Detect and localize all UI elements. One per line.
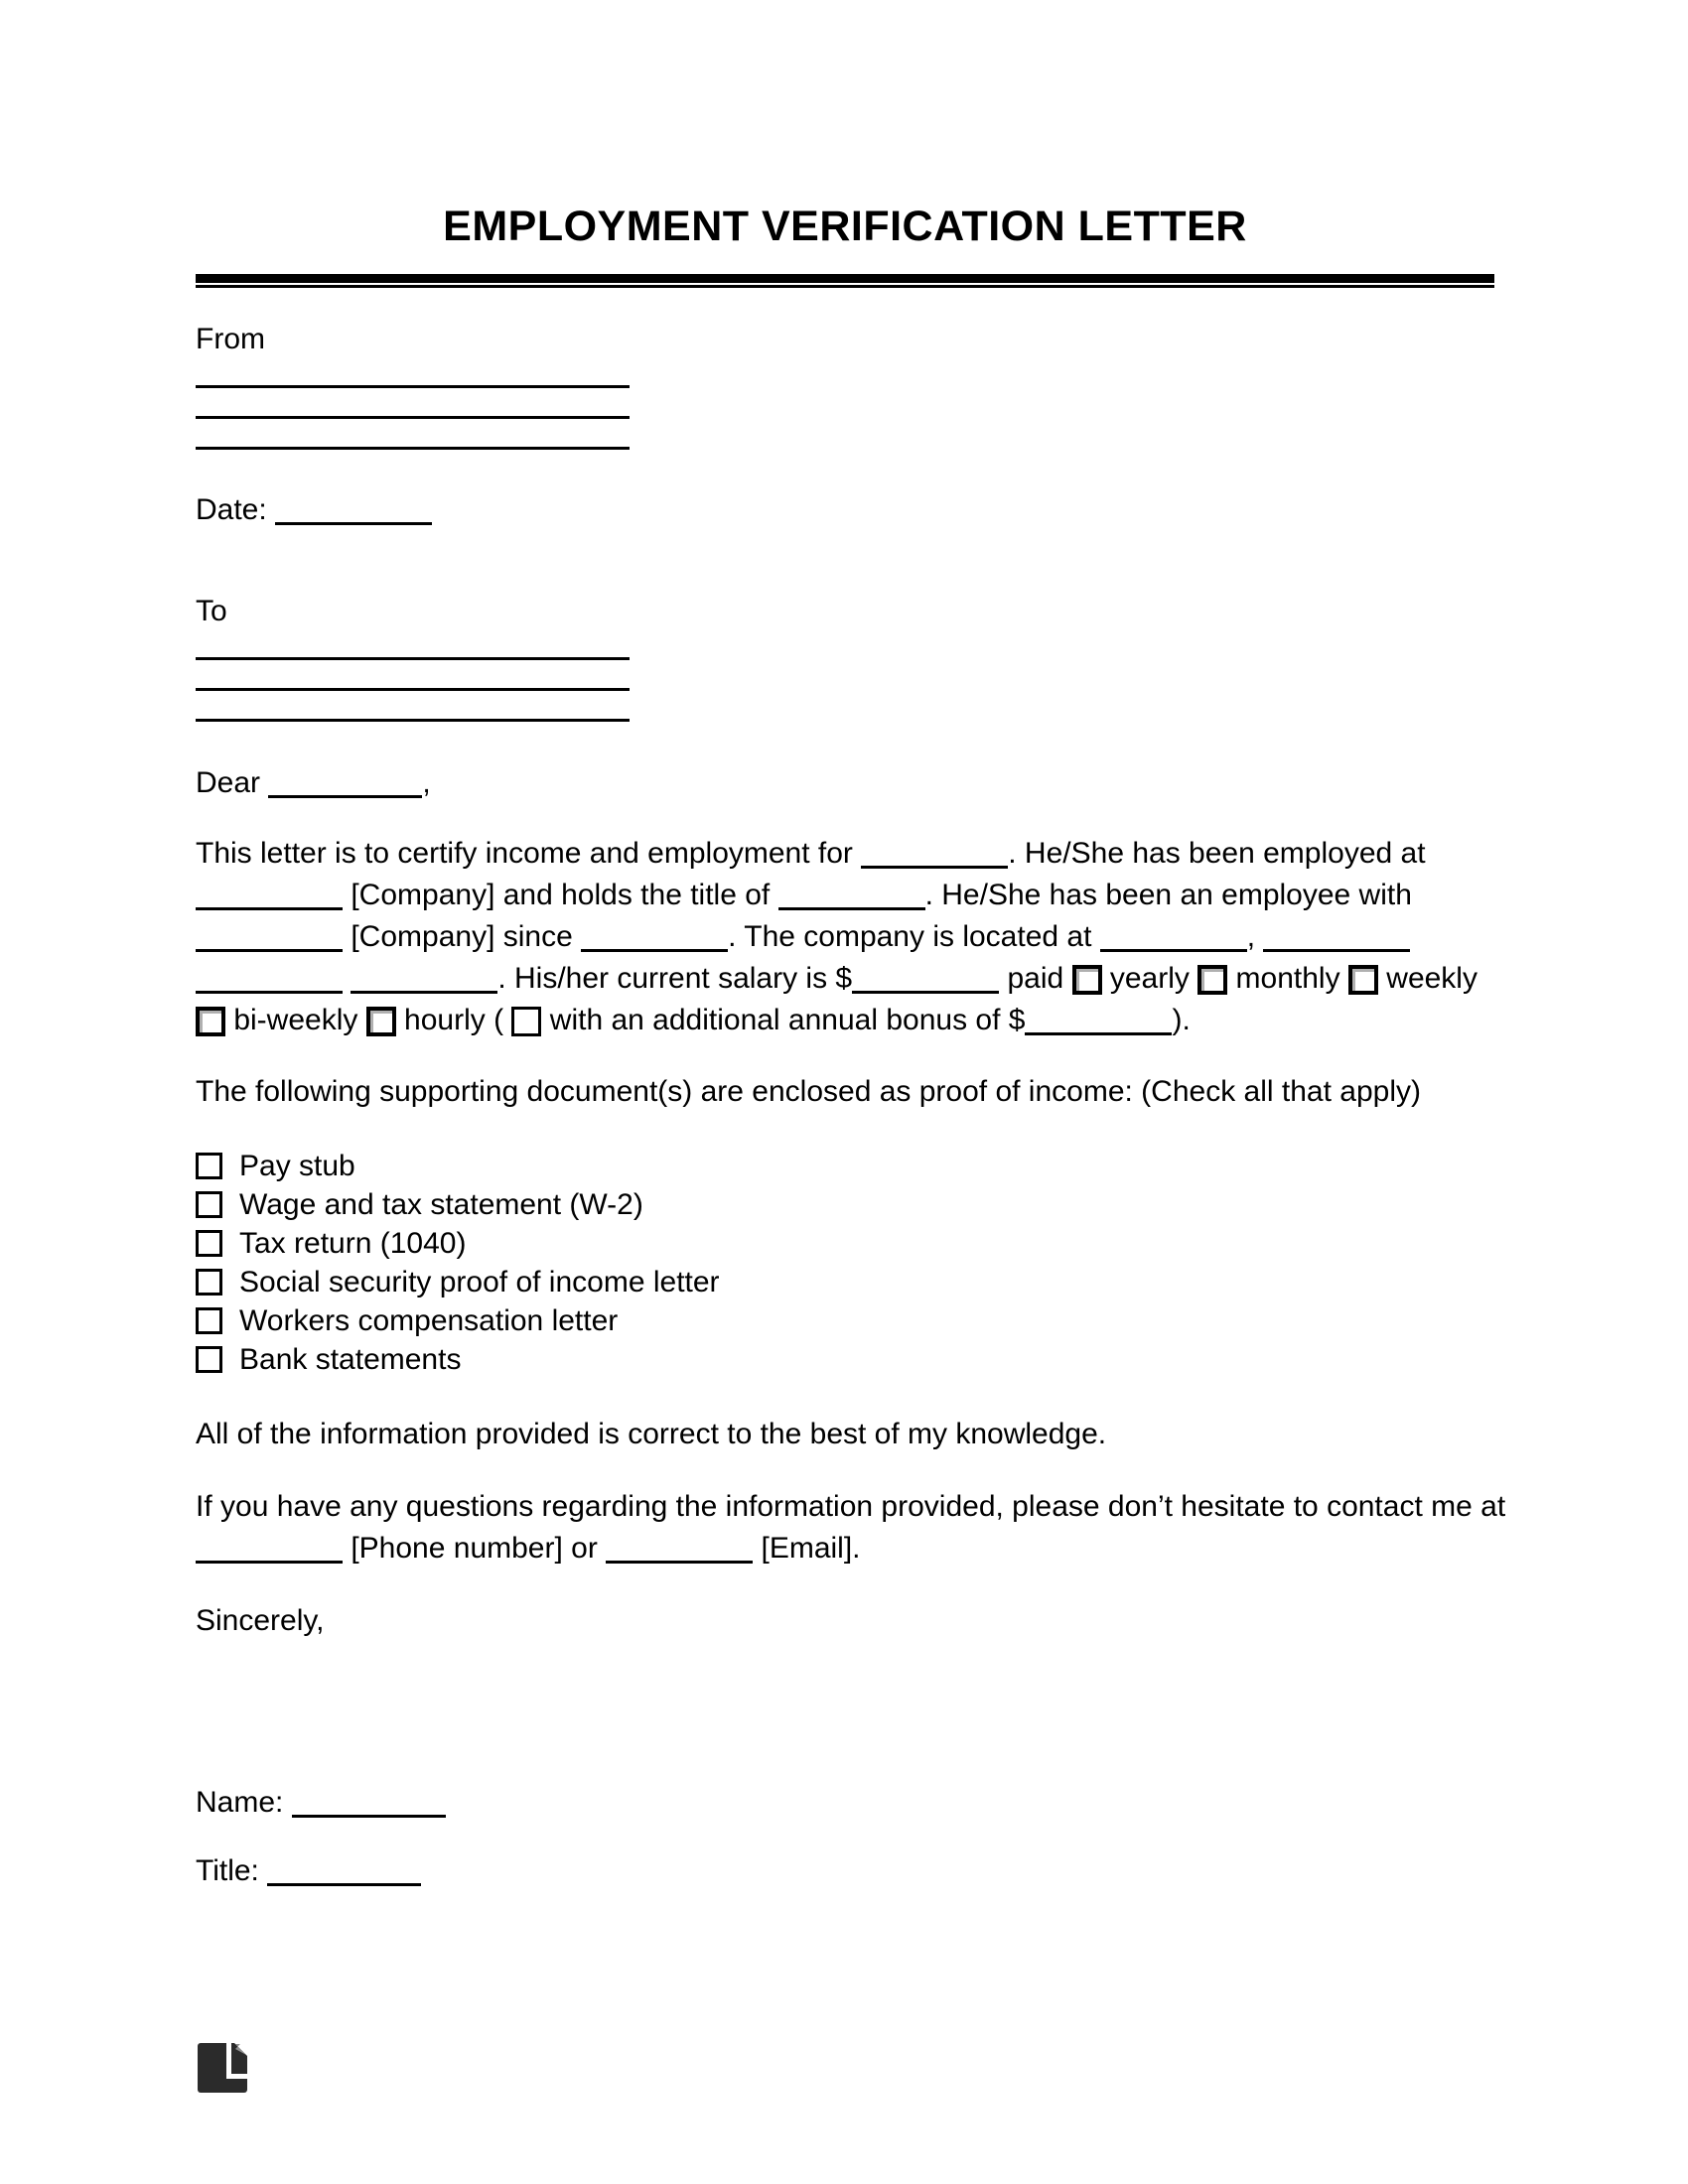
text-run: , [1246,920,1264,953]
pay-stub-row [196,1147,1494,1185]
text-run: [Company] and holds the title of [343,879,778,911]
street-address-blank[interactable] [1100,947,1247,952]
to-label: To [196,595,227,627]
weekly-checkbox[interactable] [1348,965,1378,995]
text-run: . He/She has been an employee with [924,879,1412,911]
title-blank[interactable] [267,1881,421,1886]
from-address-lines [196,357,1494,450]
text-run: ). [1172,1004,1191,1036]
supporting-docs-checklist [196,1147,1494,1379]
affirmation-text: All of the information provided is correct to the best of my knowledge. [196,1418,1107,1450]
from-section [196,324,1494,450]
text-run: weekly [1377,962,1477,995]
text-run: If you have any questions regarding the information provided, please don’t hesitate to contact me at [196,1490,1506,1523]
tax-return-1040-row [196,1224,1494,1263]
social-security-letter-row [196,1263,1494,1301]
paragraph-line [196,1528,1494,1570]
phone-number-blank[interactable] [196,1559,343,1564]
pay-stub-checkbox[interactable] [196,1153,222,1179]
tax-return-1040-label: Tax return (1040) [239,1227,467,1260]
logo-gap-horizontal [226,2074,247,2079]
bi-weekly-checkbox[interactable] [196,1007,225,1036]
text-run: [Phone number] or [343,1532,607,1565]
to-address-line-1[interactable] [196,629,630,660]
date-label: Date: [196,493,267,526]
w2-statement-label: Wage and tax statement (W-2) [239,1188,643,1221]
salutation-suffix: , [422,766,431,799]
logo-gap-vertical [226,2043,231,2074]
paragraph-line [196,833,1494,875]
workers-compensation-letter-row [196,1301,1494,1340]
to-address-lines [196,629,1494,722]
paragraph-line [196,958,1494,1000]
hourly-checkbox[interactable] [366,1007,396,1036]
salary-amount-blank[interactable] [852,989,999,994]
to-address-line-3[interactable] [196,691,630,722]
paragraph-line [196,1486,1506,1528]
yearly-checkbox[interactable] [1072,965,1102,995]
company-name-blank-2[interactable] [196,947,343,952]
text-run: monthly [1227,962,1348,995]
bank-statements-row [196,1340,1494,1379]
text-run: bi-weekly [225,1004,366,1036]
signoff-text: Sincerely, [196,1604,325,1637]
name-blank[interactable] [292,1813,446,1818]
email-blank[interactable] [606,1559,753,1564]
salutation-row [196,767,1494,798]
text-run: paid [999,962,1072,995]
job-title-blank[interactable] [778,905,925,910]
contact-paragraph [196,1486,1506,1570]
text-run: . His/her current salary is $ [497,962,853,995]
to-address-line-2[interactable] [196,660,630,691]
w2-statement-row [196,1185,1494,1224]
workers-compensation-letter-label: Workers compensation letter [239,1304,619,1337]
social-security-letter-checkbox[interactable] [196,1269,222,1296]
title-label: Title: [196,1854,268,1887]
to-section [196,596,1494,722]
w2-statement-checkbox[interactable] [196,1191,222,1218]
date-row [196,494,1494,525]
title-rule [196,274,1494,288]
legal-templates-logo [198,2043,247,2093]
from-address-line-2[interactable] [196,388,630,419]
salutation-prefix: Dear [196,766,269,799]
monthly-checkbox[interactable] [1197,965,1227,995]
company-name-blank[interactable] [196,905,343,910]
name-row [196,1782,1494,1824]
name-label: Name: [196,1786,292,1819]
text-run: [Company] since [343,920,582,953]
social-security-letter-label: Social security proof of income letter [239,1266,720,1298]
state-blank[interactable] [196,989,343,994]
paragraph-line [196,916,1494,958]
bank-statements-checkbox[interactable] [196,1346,222,1373]
paragraph-line [196,1000,1494,1041]
title-row [196,1850,1494,1892]
text-run: [Email]. [753,1532,861,1565]
from-label: From [196,323,265,355]
from-address-line-1[interactable] [196,357,630,388]
pay-stub-label: Pay stub [239,1150,355,1182]
intro-paragraph [196,833,1494,1041]
employee-name-blank[interactable] [861,864,1008,869]
annual-bonus-checkbox[interactable] [511,1007,541,1036]
supporting-docs-intro: The following supporting document(s) are enclosed as proof of income: (Check all that apply) [196,1075,1421,1108]
recipient-name-blank[interactable] [268,793,422,798]
text-run: This letter is to certify income and employment for [196,837,862,870]
tax-return-1040-checkbox[interactable] [196,1230,222,1257]
text-run: . The company is located at [728,920,1100,953]
document-title: EMPLOYMENT VERIFICATION LETTER [443,203,1247,250]
title-rule-thin-line [196,285,1494,288]
text-run: with an additional annual bonus of $ [541,1004,1026,1036]
text-run: . He/She has been employed at [1008,837,1426,870]
date-blank[interactable] [275,520,432,525]
text-run [343,962,351,995]
text-run: yearly [1101,962,1198,995]
workers-compensation-letter-checkbox[interactable] [196,1307,222,1334]
date-spacer [267,493,275,526]
bonus-amount-blank[interactable] [1025,1030,1172,1035]
zip-blank[interactable] [351,989,497,994]
employment-start-date-blank[interactable] [581,947,728,952]
from-address-line-3[interactable] [196,419,630,450]
city-blank[interactable] [1263,947,1410,952]
title-rule-thick-line [196,274,1494,283]
paragraph-line [196,875,1494,916]
bank-statements-label: Bank statements [239,1343,462,1376]
text-run: hourly ( [395,1004,512,1036]
